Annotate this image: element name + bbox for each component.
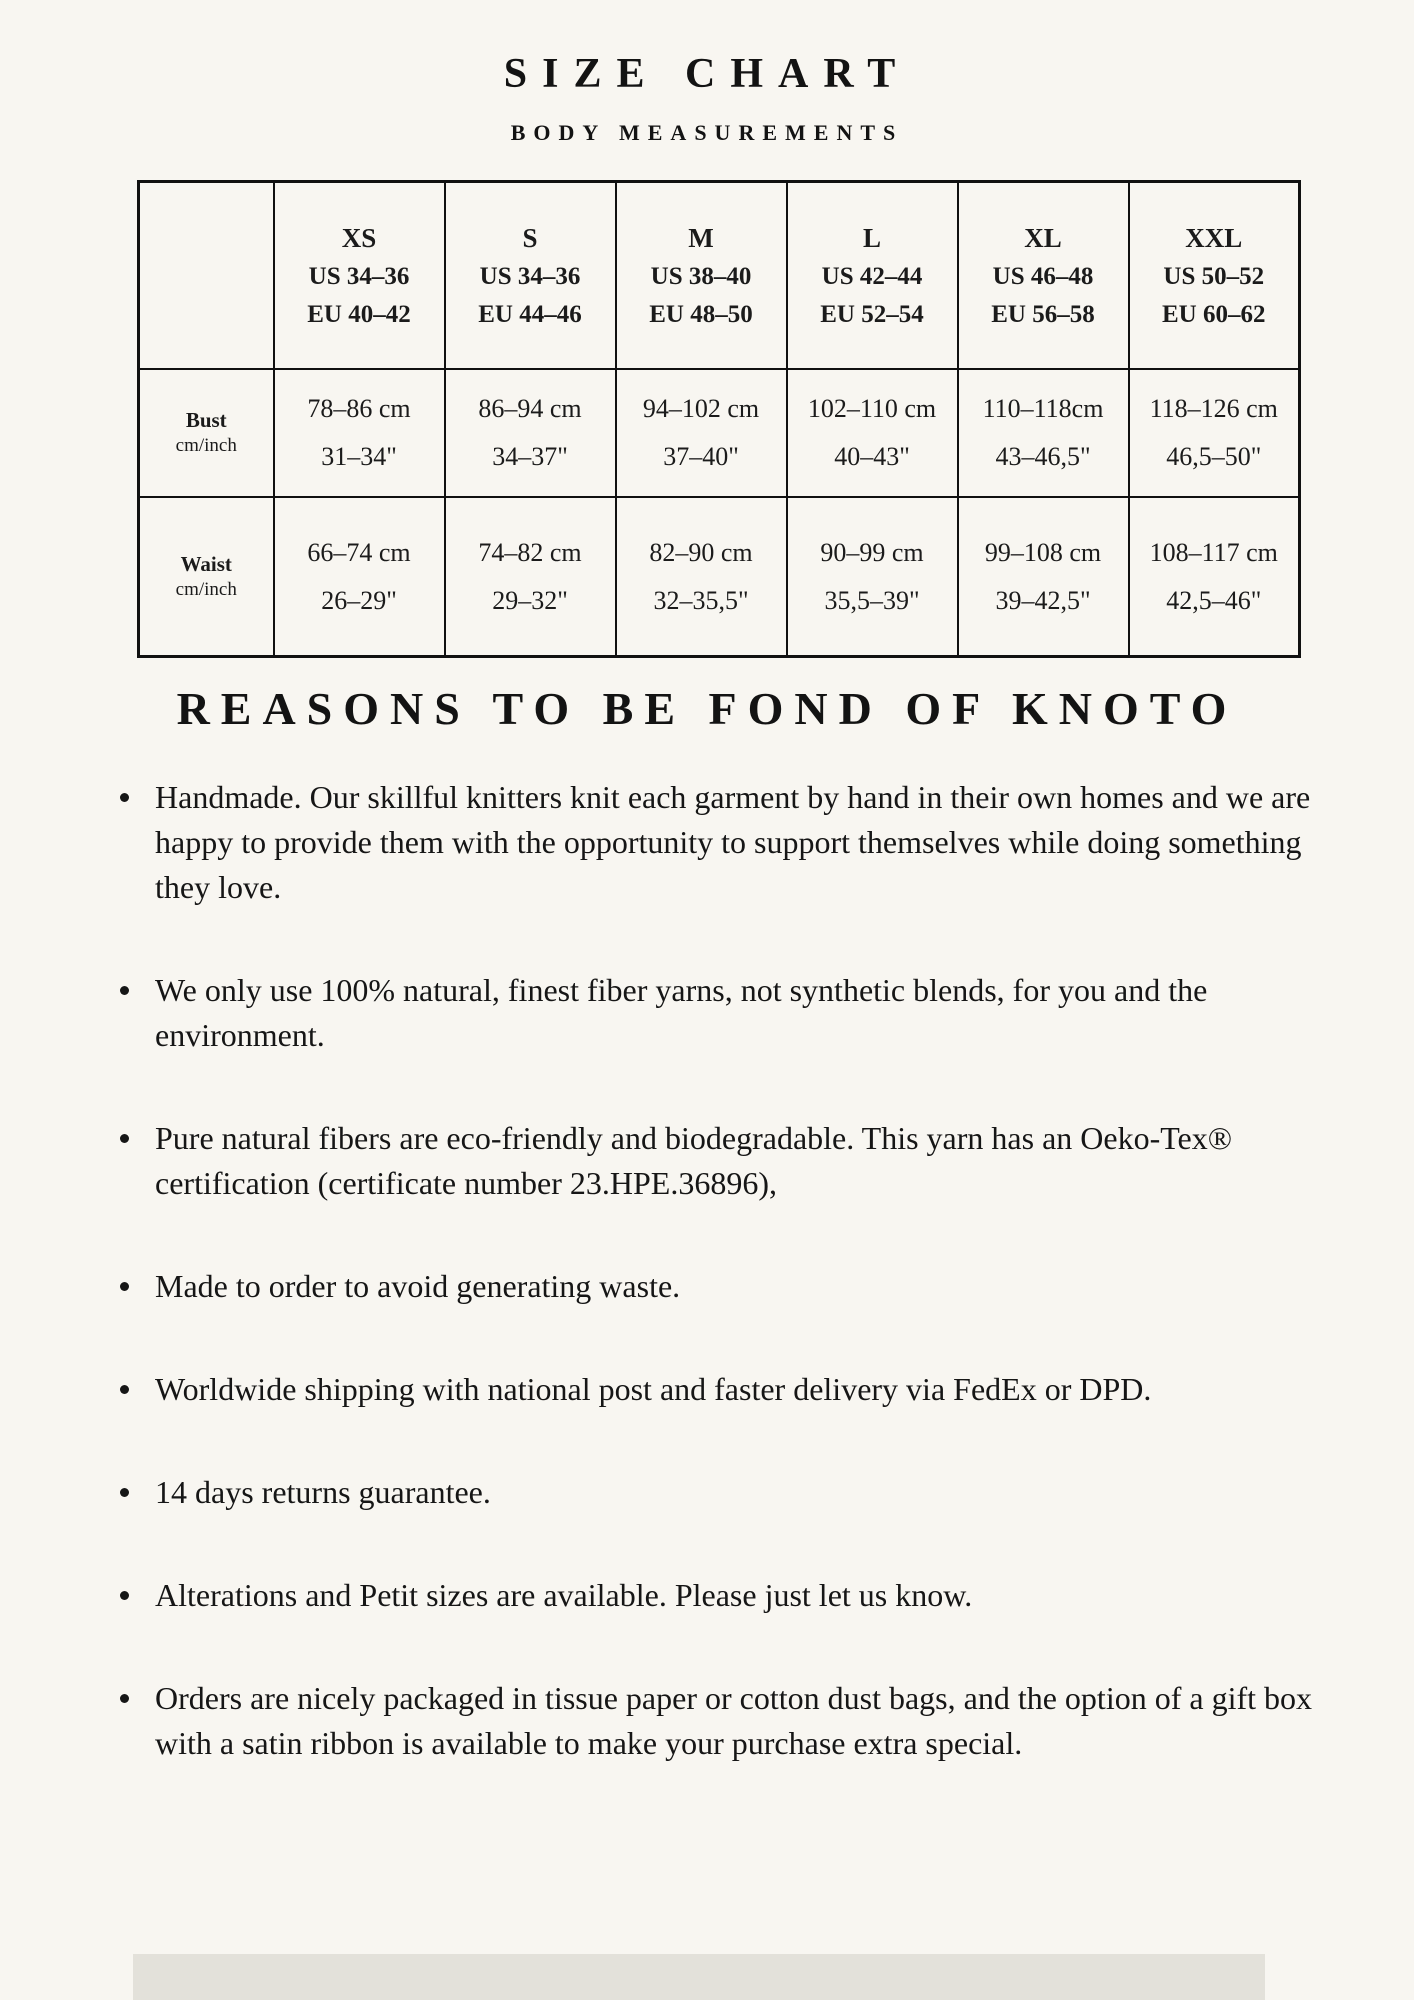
inch-value: 46,5–50": [1166, 442, 1262, 471]
size-col-xs: [274, 182, 445, 370]
waist-row-header: [139, 497, 274, 657]
eu-size: EU 48–50: [649, 300, 753, 328]
row-unit: cm/inch: [175, 435, 237, 457]
eu-size: EU 40–42: [307, 300, 411, 328]
waist-l-cell: [787, 497, 958, 657]
bust-row: [139, 369, 1300, 497]
cm-value: 102–110 cm: [807, 394, 937, 424]
waist-xl-cell: [958, 497, 1129, 657]
reason-item-returns: 14 days returns guarantee.: [118, 1470, 1324, 1515]
table-header-row: [139, 182, 1300, 370]
reason-item-eco-friendly: Pure natural fibers are eco-friendly and biodegradable. This yarn has an Oeko-Tex® certification (certificate number 23.HPE.36896),: [118, 1116, 1324, 1206]
size-label: XXL: [1185, 222, 1243, 253]
size-label: L: [862, 222, 881, 253]
eu-size: EU 44–46: [478, 300, 582, 328]
reason-item-made-to-order: Made to order to avoid generating waste.: [118, 1264, 1324, 1309]
cm-value: 99–108 cm: [984, 537, 1102, 567]
cm-value: 108–117 cm: [1149, 537, 1278, 567]
size-col-m: [616, 182, 787, 370]
waist-xs-cell: [274, 497, 445, 657]
cm-value: 110–118cm: [982, 394, 1104, 424]
size-label: S: [522, 222, 538, 253]
inch-value: 37–40": [663, 442, 739, 471]
waist-s-cell: [445, 497, 616, 657]
inch-value: 43–46,5": [995, 442, 1091, 471]
us-size: US 38–40: [650, 263, 752, 291]
eu-size: EU 56–58: [991, 300, 1095, 328]
size-col-xl: [958, 182, 1129, 370]
bust-l-cell: [787, 369, 958, 497]
inch-value: 40–43": [834, 442, 910, 471]
row-unit: cm/inch: [175, 578, 237, 600]
reason-item-alterations: Alterations and Petit sizes are available. Please just let us know.: [118, 1573, 1324, 1618]
us-size: US 34–36: [308, 263, 410, 291]
bust-row-header: [139, 369, 274, 497]
reason-item-shipping: Worldwide shipping with national post and faster delivery via FedEx or DPD.: [118, 1367, 1324, 1412]
waist-m-cell: [616, 497, 787, 657]
cm-value: 66–74 cm: [307, 537, 411, 567]
size-label: XS: [341, 222, 377, 253]
reason-item-natural-yarns: We only use 100% natural, finest fiber yarns, not synthetic blends, for you and the environment.: [118, 968, 1324, 1058]
row-label: Waist: [180, 551, 232, 576]
inch-value: 31–34": [321, 442, 397, 471]
waist-row: [139, 497, 1300, 657]
body-measurements-table: [137, 180, 1301, 658]
us-size: US 46–48: [992, 263, 1094, 291]
bust-s-cell: [445, 369, 616, 497]
bust-xs-cell: [274, 369, 445, 497]
inch-value: 42,5–46": [1166, 585, 1262, 615]
size-label: M: [688, 222, 714, 253]
reasons-list: [118, 775, 1324, 1766]
bust-xl-cell: [958, 369, 1129, 497]
reason-item-handmade: Handmade. Our skillful knitters knit each garment by hand in their own homes and we are happy to provide them with the opportunity to support themselves while doing something they love.: [118, 775, 1324, 910]
us-size: US 34–36: [479, 263, 581, 291]
cm-value: 86–94 cm: [478, 394, 582, 424]
eu-size: EU 60–62: [1162, 300, 1266, 328]
inch-value: 34–37": [492, 442, 568, 471]
inch-value: 29–32": [492, 585, 568, 615]
size-col-s: [445, 182, 616, 370]
cm-value: 118–126 cm: [1149, 394, 1278, 424]
inch-value: 26–29": [321, 585, 397, 615]
inch-value: 35,5–39": [824, 585, 920, 615]
bust-m-cell: [616, 369, 787, 497]
us-size: US 50–52: [1163, 263, 1265, 291]
page-header: [0, 0, 1414, 146]
inch-value: 32–35,5": [653, 585, 749, 615]
cm-value: 78–86 cm: [307, 394, 411, 424]
row-label: Bust: [185, 408, 227, 432]
us-size: US 42–44: [821, 263, 923, 291]
cm-value: 74–82 cm: [478, 537, 582, 567]
inch-value: 39–42,5": [995, 585, 1091, 615]
reasons-heading: REASONS TO BE FOND OF KNOTO: [176, 683, 1238, 734]
corner-cell: [139, 182, 274, 370]
page-title: SIZE CHART: [503, 51, 911, 97]
size-col-l: [787, 182, 958, 370]
eu-size: EU 52–54: [820, 300, 924, 328]
cm-value: 94–102 cm: [642, 394, 760, 424]
cm-value: 82–90 cm: [649, 537, 753, 567]
waist-xxl-cell: [1129, 497, 1300, 657]
reason-item-packaging: Orders are nicely packaged in tissue paper or cotton dust bags, and the option of a gift box with a satin ribbon is available to make your purchase extra special.: [118, 1676, 1324, 1766]
size-label: XL: [1024, 222, 1062, 253]
page-subtitle: BODY MEASUREMENTS: [510, 120, 904, 145]
bust-xxl-cell: [1129, 369, 1300, 497]
bottom-section-edge: [133, 1954, 1265, 2000]
size-col-xxl: [1129, 182, 1300, 370]
cm-value: 90–99 cm: [820, 537, 924, 567]
